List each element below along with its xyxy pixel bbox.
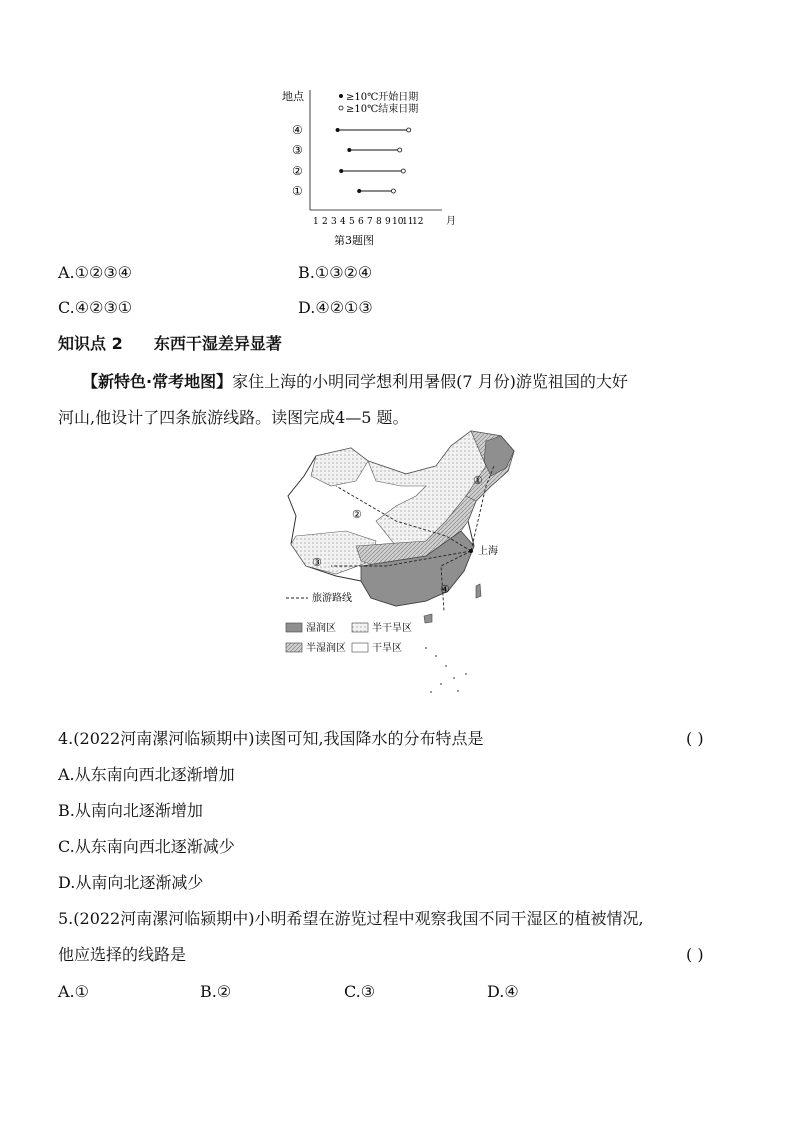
end-point-④ bbox=[407, 128, 411, 132]
end-point-③ bbox=[398, 148, 402, 152]
month-tick: 3 bbox=[331, 217, 337, 227]
section-title: 东西干湿差异显著 bbox=[153, 334, 282, 353]
legend-end-label: ≥10℃结束日期 bbox=[346, 104, 419, 115]
start-point-② bbox=[339, 169, 343, 173]
q4-answer-blank[interactable]: ( ) bbox=[686, 729, 704, 748]
q4-option-b[interactable]: B.从南向北逐渐增加 bbox=[58, 801, 203, 820]
intro-line-1 bbox=[82, 372, 628, 392]
intro-tag: 【新特色·常考地图】 bbox=[82, 372, 233, 391]
q4-stem: 4.(2022河南漯河临颍期中)读图可知,我国降水的分布特点是 bbox=[58, 729, 484, 748]
q3-option-c[interactable]: C.④②③① bbox=[58, 298, 133, 317]
shanghai-marker bbox=[469, 549, 473, 553]
start-point-④ bbox=[336, 128, 340, 132]
q5-stem-line-2: 他应选择的线路是 bbox=[58, 945, 187, 964]
section-label: 知识点 2 bbox=[58, 334, 123, 353]
section-heading bbox=[58, 334, 282, 354]
legend-semi-arid-swatch bbox=[352, 623, 368, 632]
range-bars bbox=[336, 128, 411, 193]
month-tick: 5 bbox=[349, 217, 355, 227]
q5-option-d[interactable]: D.④ bbox=[487, 982, 519, 1001]
month-tick: 2 bbox=[322, 217, 328, 227]
end-point-① bbox=[391, 189, 395, 193]
q4-option-d[interactable]: D.从南向北逐渐减少 bbox=[58, 873, 204, 892]
place-label-1: ① bbox=[292, 184, 303, 198]
month-tick: 12 bbox=[412, 217, 424, 227]
q5-stem-line-1: 5.(2022河南漯河临颍期中)小明希望在游览过程中观察我国不同干湿区的植被情况, bbox=[58, 909, 644, 928]
legend-arid-label: 干旱区 bbox=[372, 643, 402, 654]
south-sea-islands bbox=[425, 647, 467, 693]
route-3-label: ③ bbox=[312, 556, 322, 569]
legend-start-label: ≥10℃开始日期 bbox=[346, 92, 419, 103]
month-tick: 11 bbox=[402, 217, 414, 227]
route-4-label: ④ bbox=[440, 583, 450, 596]
figure3-chart bbox=[270, 82, 470, 254]
q3-option-d[interactable]: D.④②①③ bbox=[298, 298, 373, 317]
humid-northeast bbox=[484, 436, 514, 476]
china-dry-wet-map bbox=[276, 426, 526, 706]
hainan bbox=[424, 614, 432, 623]
legend-humid-swatch bbox=[286, 623, 302, 632]
legend-end-marker bbox=[339, 106, 343, 110]
figure3-ylabel: 地点 bbox=[282, 90, 304, 103]
legend-start-marker bbox=[339, 94, 343, 98]
intro-line-2: 河山,他设计了四条旅游线路。读图完成4—5 题。 bbox=[58, 408, 409, 427]
route-2-label: ② bbox=[352, 508, 362, 521]
end-point-② bbox=[401, 169, 405, 173]
intro-text-1: 家住上海的小明同学想利用暑假(7 月份)游览祖国的大好 bbox=[232, 372, 628, 391]
month-tick: 6 bbox=[358, 217, 364, 227]
start-point-① bbox=[357, 189, 361, 193]
legend-humid-label: 湿润区 bbox=[306, 623, 336, 634]
q5-option-b[interactable]: B.② bbox=[200, 982, 232, 1001]
month-tick: 9 bbox=[385, 217, 391, 227]
month-tick: 7 bbox=[367, 217, 373, 227]
legend-arid-swatch bbox=[352, 643, 368, 652]
start-point-③ bbox=[347, 148, 351, 152]
month-tick: 8 bbox=[376, 217, 382, 227]
legend-semi-humid-label: 半湿润区 bbox=[306, 643, 346, 654]
month-tick: 10 bbox=[392, 217, 404, 227]
shanghai-label: 上海 bbox=[478, 546, 498, 557]
place-label-4: ④ bbox=[292, 123, 303, 137]
q4-option-c[interactable]: C.从东南向西北逐渐减少 bbox=[58, 837, 235, 856]
q4-option-a[interactable]: A.从东南向西北逐渐增加 bbox=[58, 765, 235, 784]
route-1-label: ① bbox=[473, 474, 483, 487]
q3-option-a[interactable]: A.①②③④ bbox=[58, 263, 133, 282]
x-unit-label: 月 bbox=[446, 216, 456, 227]
q5-option-c[interactable]: C.③ bbox=[344, 982, 376, 1001]
figure3-caption: 第3题图 bbox=[334, 234, 374, 247]
q3-option-b[interactable]: B.①③②④ bbox=[298, 263, 373, 282]
taiwan bbox=[476, 584, 481, 598]
q5-answer-blank[interactable]: ( ) bbox=[686, 945, 704, 964]
place-label-3: ③ bbox=[292, 143, 303, 157]
place-label-2: ② bbox=[292, 164, 303, 178]
q5-option-a[interactable]: A.① bbox=[58, 982, 89, 1001]
legend-semi-arid-label: 半干旱区 bbox=[372, 623, 412, 634]
legend-semi-humid-swatch bbox=[286, 643, 302, 652]
route-legend-label: 旅游路线 bbox=[312, 593, 352, 604]
month-tick: 4 bbox=[340, 217, 346, 227]
month-tick: 1 bbox=[313, 217, 319, 227]
